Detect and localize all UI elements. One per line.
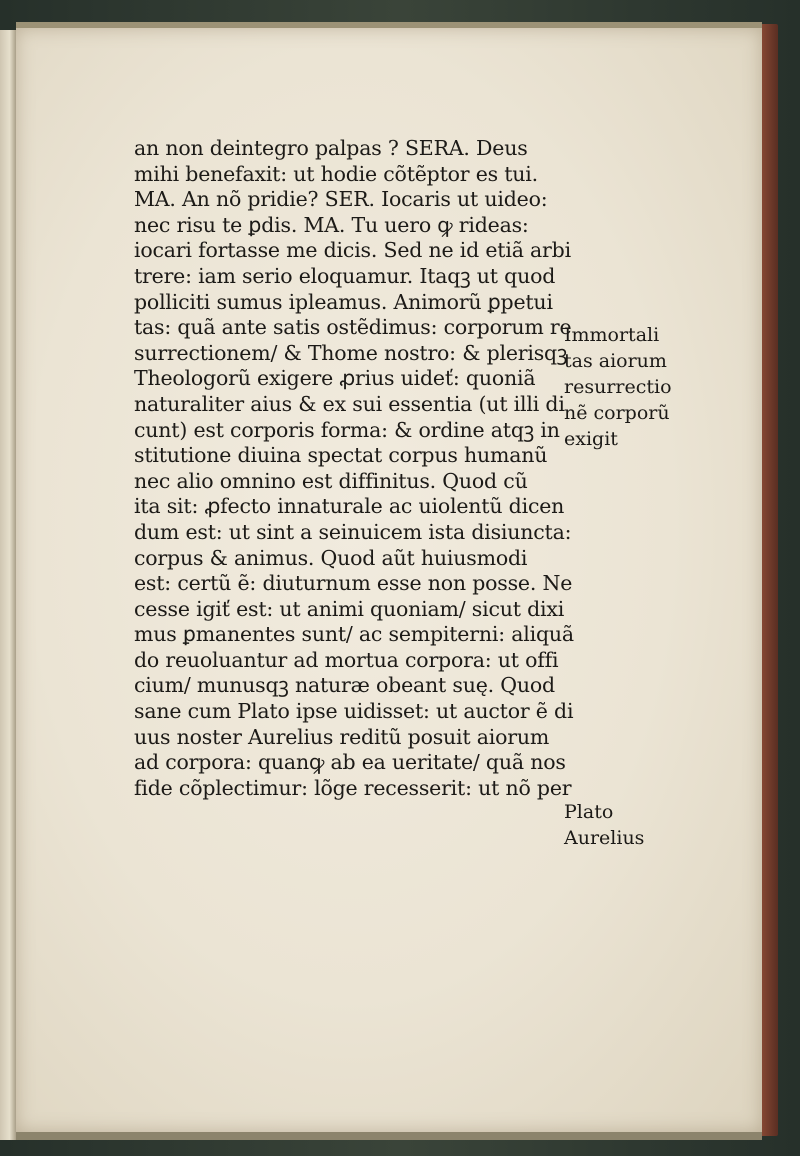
text-line: polliciti sumus ipleamus. Animorũ ꝑpetui xyxy=(134,289,553,314)
text-line: stitutione diuina spectat corpus humanũ xyxy=(134,443,548,468)
text-line: sane cum Plato ipse uidisset: ut auctor ẽ di xyxy=(134,699,574,724)
text-line: do reuoluantur ad mortua corpora: ut offi xyxy=(134,647,559,672)
text-line: fide cõplectimur: lõge recesserit: ut nõ per xyxy=(134,775,572,800)
main-text-column xyxy=(134,136,574,801)
text-line: trere: iam serio eloquamur. Itaqꝫ ut quod xyxy=(134,263,556,288)
text-line: cesse igiť est: ut animi quoniam/ sicut dixi xyxy=(134,596,565,621)
marginal-note-line: Immortali xyxy=(564,324,660,346)
text-line: mus ꝑmanentes sunt/ ac sempiterni: aliquã xyxy=(134,622,574,647)
text-line: naturaliter aius & ex sui essentia (ut illi di xyxy=(134,391,565,416)
text-line: iocari fortasse me dicis. Sed ne id etiã arbi xyxy=(134,238,571,263)
text-line: nec risu te ꝑdis. MA. Tu uero ꝙ rideas: xyxy=(134,212,529,237)
marginal-note-immortality xyxy=(564,322,704,452)
marginal-note-line: tas aiorum xyxy=(564,350,667,372)
text-line: uus noster Aurelius reditũ posuit aiorum xyxy=(134,724,550,749)
text-line: surrectionem/ & Thome nostro: & plerisqꝫ xyxy=(134,340,568,365)
text-line: est: certũ ẽ: diuturnum esse non posse. Ne xyxy=(134,571,573,596)
marginal-note-line: Plato xyxy=(564,801,614,823)
book-page xyxy=(16,22,762,1140)
text-line: Theologorũ exigere ꝓrius uideť: quoniã xyxy=(134,366,536,391)
marginal-note-plato xyxy=(564,799,704,851)
text-line: mihi benefaxit: ut hodie cõtẽptor es tui. xyxy=(134,161,538,186)
marginal-note-line: Aurelius xyxy=(564,827,645,849)
marginal-note-line: exigit xyxy=(564,428,618,450)
text-line: nec alio omnino est diffinitus. Quod cũ xyxy=(134,468,528,493)
marginal-note-line: resurrectio xyxy=(564,376,672,398)
binding-edge xyxy=(0,30,17,1140)
text-line: corpus & animus. Quod aũt huiusmodi xyxy=(134,545,528,570)
text-line: tas: quã ante satis ostẽdimus: corporum re xyxy=(134,315,572,340)
text-line: ad corpora: quanꝙ ab ea ueritate/ quã nos xyxy=(134,750,566,775)
text-line: ita sit: ꝓfecto innaturale ac uiolentũ dicen xyxy=(134,494,565,519)
text-line: cium/ munusqꝫ naturæ obeant suę. Quod xyxy=(134,673,555,698)
text-line: dum est: ut sint a seinuicem ista disiuncta: xyxy=(134,519,572,544)
text-line: an non deintegro palpas ? SERA. Deus xyxy=(134,136,528,160)
text-line: cunt) est corporis forma: & ordine atqꝫ in xyxy=(134,417,560,442)
marginal-note-line: nẽ corporũ xyxy=(564,402,670,424)
text-line: MA. An nõ pridie? SER. Iocaris ut uideo: xyxy=(134,187,548,212)
